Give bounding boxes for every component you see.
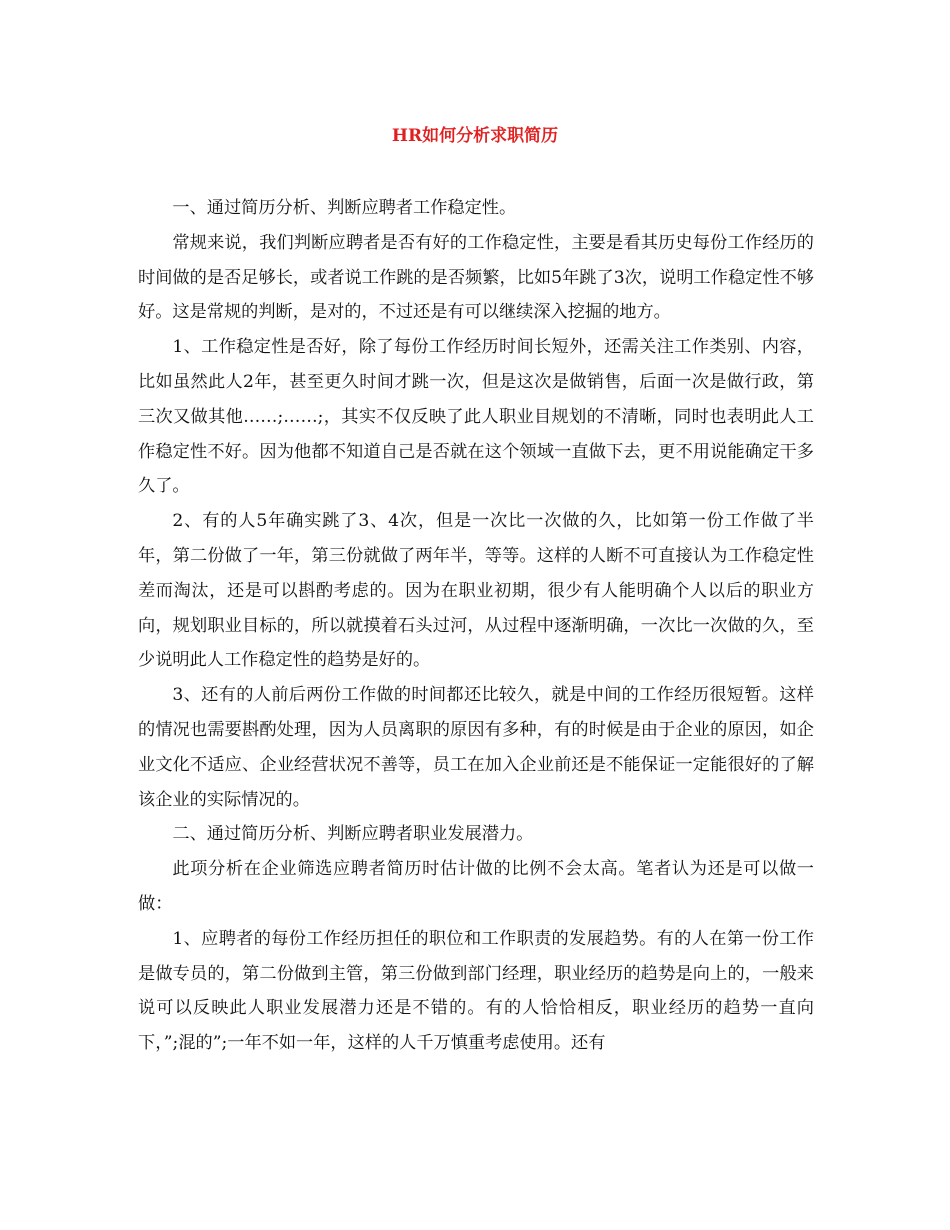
paragraph: 2、有的人5年确实跳了3、4次，但是一次比一次做的久，比如第一份工作做了半年，第二份做了一年，第三份就做了两年半，等等。这样的人断不可直接认为工作稳定性差而淘汰，还是可以斟酌考虑的。因为在职业初期，很少有人能明确个人以后的职业方向，规划职业目标的，所以就摸着石头过河，从过程中逐渐明确，一次比一次做的久，至少说明此人工作稳定性的趋势是好的。 (138, 511, 814, 671)
paragraph: 常规来说，我们判断应聘者是否有好的工作稳定性，主要是看其历史每份工作经历的时间做的是否足够长，或者说工作跳的是否频繁，比如5年跳了3次，说明工作稳定性不够好。这是常规的判断，是对的，不过还是有可以继续深入挖掘的地方。 (138, 232, 814, 323)
paragraph: 1、应聘者的每份工作经历担任的职位和工作职责的发展趋势。有的人在第一份工作是做专员的，第二份做到主管，第三份做到部门经理，职业经历的趋势是向上的，一般来说可以反映此人职业发展潜力还是不错的。有的人恰恰相反，职业经历的趋势一直向下，”;混的”;一年不如一年，这样的人千万慎重考虑使用。还有 (138, 928, 814, 1054)
paragraph: 此项分析在企业筛选应聘者简历时估计做的比例不会太高。笔者认为还是可以做一做： (138, 859, 814, 914)
paragraph: 二、通过简历分析、判断应聘者职业发展潜力。 (172, 824, 534, 845)
paragraph: 一、通过简历分析、判断应聘者工作稳定性。 (172, 198, 517, 218)
paragraph: 1、工作稳定性是否好，除了每份工作经历时间长短外，还需关注工作类别、内容，比如虽然此人2年，甚至更久时间才跳一次，但是这次是做销售，后面一次是做行政，第三次又做其他……;……;，其实不仅反映了此人职业目规划的不清晰，同时也表明此人工作稳定性不好。因为他都不知道自己是否就在这个领域一直做下去，更不用说能确定干多久了。 (138, 337, 814, 497)
document-title: HR如何分析求职简历 (391, 126, 559, 146)
document-body (138, 191, 814, 1061)
paragraph: 3、还有的人前后两份工作做的时间都还比较久，就是中间的工作经历很短暂。这样的情况也需要斟酌处理，因为人员离职的原因有多种，有的时候是由于企业的原因，如企业文化不适应、企业经营状况不善等，员工在加入企业前还是不能保证一定能很好的了解该企业的实际情况的。 (138, 685, 814, 810)
